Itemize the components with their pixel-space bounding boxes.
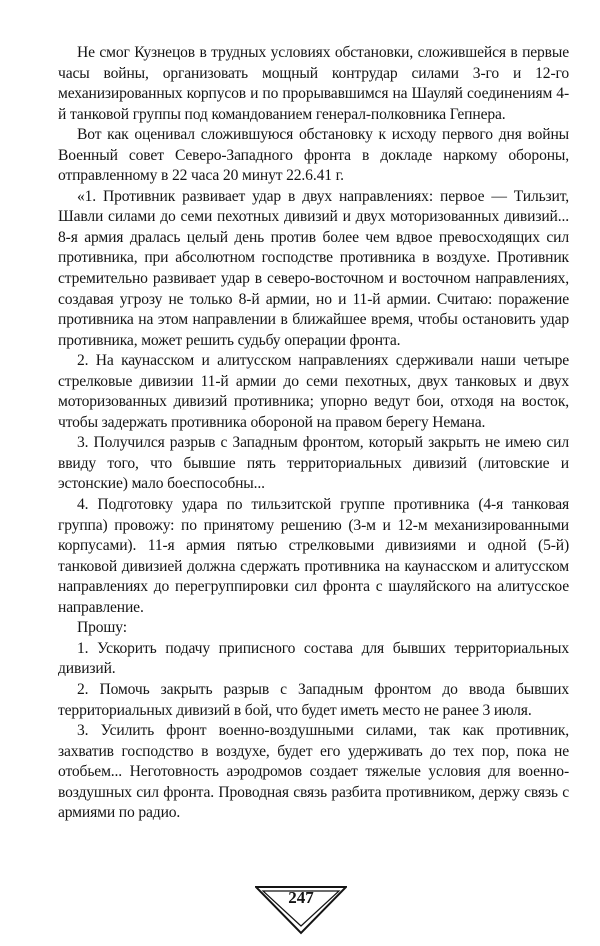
- paragraph-6: 4. Подготовку удара по тильзитской группе противника (4-я танковая группа) провожу: по принятому решению (3-м и 12-м механизированными корпусами). 11-я армия пятью стрелковыми дивизиями и одной (5-й) танковой дивизией должна сдержать противника на каунасском и алитусском направлениях до перегруппировки сил фронта с шауляйского на алитусское направление.: [58, 496, 569, 616]
- paragraph-8: 1. Ускорить подачу приписного состава для бывших территориальных дивизий.: [58, 639, 569, 678]
- paragraph-7: Прошу:: [77, 619, 127, 637]
- paragraph-10: 3. Усилить фронт военно-воздушными силами, так как противник, захватив господство в воздухе, будет его удерживать до тех пор, пока не отобьем... Неготовность аэродромов создает тяжелые условия для военно-воздушных сил фронта. Проводная связь разбита противником, держу связь с армиями по радио.: [58, 722, 569, 822]
- page-number: 247: [288, 888, 314, 907]
- paragraph-1: Не смог Кузнецов в трудных условиях обстановки, сложившейся в первые часы войны, организовать мощный контрудар силами 3-го и 12-го механизированных корпусов и по прорывавшимся на Шауляй соединениям 4-й танковой группы под командованием генерал-полковника Гепнера.: [58, 44, 569, 123]
- paragraph-2: Вот как оценивал сложившуюся обстановку к исходу первого дня войны Военный совет Северо-Западного фронта в докладе наркому обороны, отправленному в 22 часа 20 минут 22.6.41 г.: [58, 126, 569, 185]
- body-text: [58, 43, 569, 824]
- paragraph-4: 2. На каунасском и алитусском направлениях сдерживали наши четыре стрелковые дивизии 11-й армии до семи пехотных, двух танковых и двух моторизованных дивизий противника; упорно ведут бои, отходя на восток, чтобы задержать противника обороной на правом берегу Немана.: [58, 352, 569, 431]
- paragraph-3: «1. Противник развивает удар в двух направлениях: первое — Тильзит, Шавли силами до семи пехотных дивизий и двух моторизованных дивизий... 8-я армия дралась целый день против более чем вдвое превосходящих сил противника, при абсолютном господстве противника в воздухе. Противник стремительно развивает удар в северо-восточном и восточном направлениях, создавая угрозу не только 8-й армии, но и 11-й армии. Считаю: поражение противника на этом направлении в ближайшее время, чтобы остановить удар противника, может решить судьбу операции фронта.: [58, 187, 569, 349]
- page-footer: [0, 886, 600, 938]
- paragraph-5: 3. Получился разрыв с Западным фронтом, который закрыть не имею сил ввиду того, что бывшие пять территориальных дивизий (литовские и эстонские) мало боеспособны...: [58, 434, 569, 493]
- paragraph-9: 2. Помочь закрыть разрыв с Западным фронтом до ввода бывших территориальных дивизий в бой, что будет иметь место не ранее 3 июля.: [58, 680, 569, 719]
